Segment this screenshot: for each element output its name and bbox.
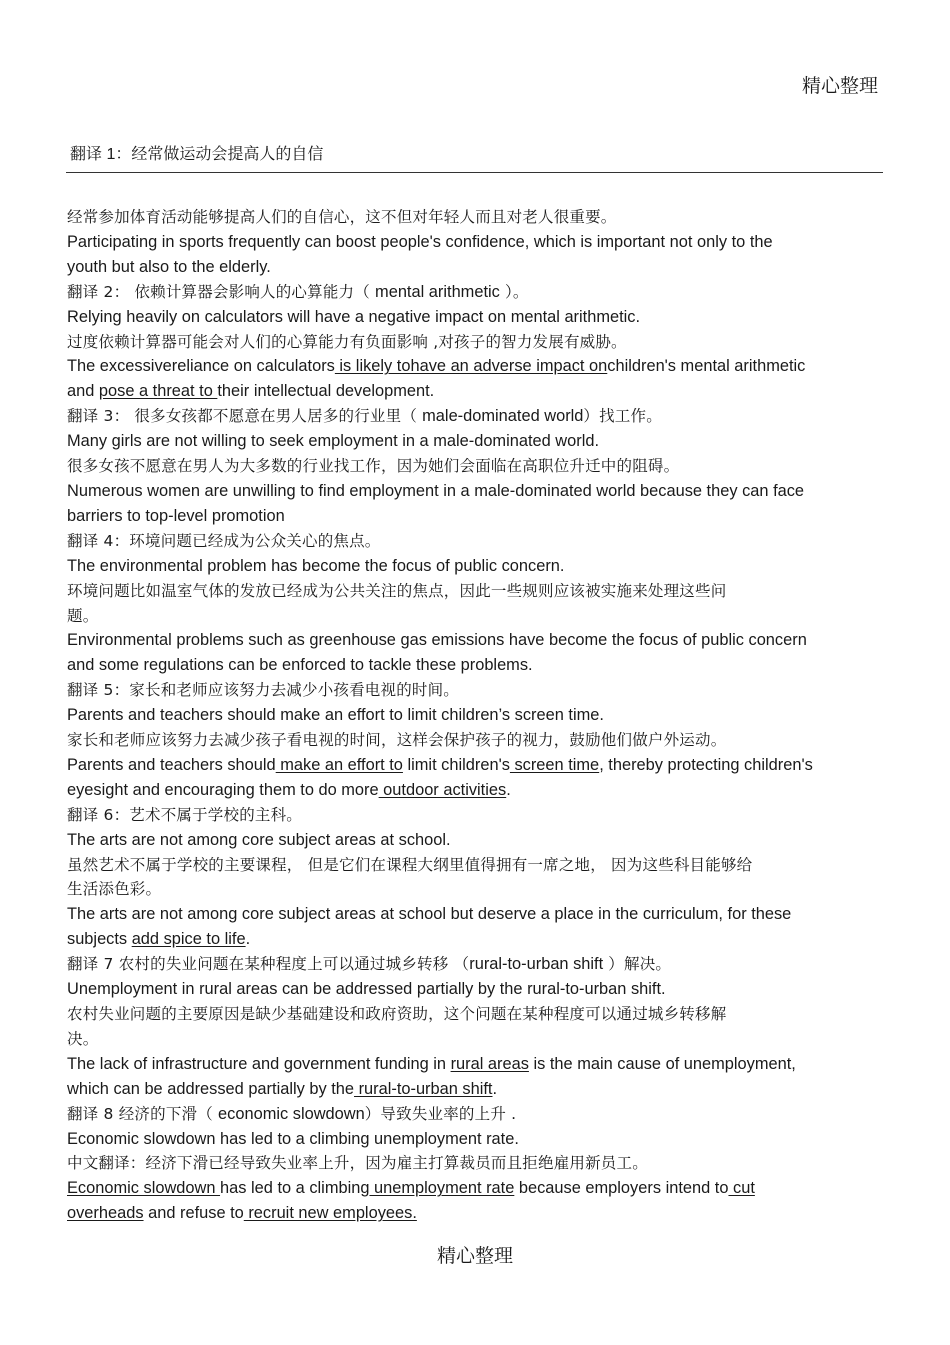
text-line (67, 853, 883, 878)
text-line (67, 504, 883, 529)
text-line (67, 1052, 883, 1077)
text-segment: rural-to-urban shift (469, 955, 604, 974)
text-segment: Participating in sports frequently can boost people's confidence, which is important not only to the (67, 232, 773, 251)
text-segment: The arts are not among core subject areas at school. (67, 830, 451, 849)
underlined-phrase: rural-to-urban shift (354, 1079, 493, 1098)
text-segment: limit children's (402, 755, 510, 774)
text-line (67, 653, 883, 678)
text-segment: children's mental arithmetic (607, 357, 806, 376)
text-segment: economic slowdown (218, 1104, 365, 1123)
text-segment: 翻译 7 农村的失业问题在某种程度上可以通过城乡转移 （ (67, 955, 470, 974)
text-line (67, 454, 883, 479)
text-line (67, 1002, 883, 1027)
text-line (67, 479, 883, 504)
underlined-phrase: pose a threat to (98, 382, 218, 401)
underlined-phrase: is likely to (334, 357, 411, 376)
underlined-phrase: rural areas (450, 1054, 529, 1073)
text-line (67, 703, 883, 728)
text-segment: 生活添色彩。 (67, 880, 162, 899)
text-line (67, 305, 883, 330)
text-line (67, 1201, 883, 1226)
text-line (67, 1176, 883, 1201)
text-segment: The lack of infrastructure and government funding in (67, 1054, 451, 1073)
text-segment: , thereby protecting children's (599, 755, 813, 774)
text-line (67, 554, 883, 579)
text-segment: Environmental problems such as greenhouse gas emissions have become the focus of public concern (67, 631, 807, 650)
text-line (67, 927, 883, 952)
text-line (67, 977, 883, 1002)
underlined-phrase: make an effort to (275, 755, 403, 774)
title-divider (66, 172, 883, 173)
text-line (67, 952, 883, 977)
text-line (67, 778, 883, 803)
text-line (67, 828, 883, 853)
text-segment: and refuse to (143, 1204, 244, 1223)
text-segment: youth but also to the elderly. (67, 257, 271, 276)
text-segment: . (492, 1079, 498, 1098)
text-segment: Unemployment in rural areas can be addressed partially by the rural-to-urban shift. (67, 980, 666, 999)
text-line (67, 255, 883, 280)
text-segment: male-dominated world (422, 407, 584, 426)
text-segment: The arts are not among core subject areas at school but deserve a place in the curriculum, for these (67, 905, 792, 924)
underlined-phrase: screen time (509, 755, 600, 774)
text-line (67, 1102, 883, 1127)
text-segment: . (245, 930, 251, 949)
text-segment: The environmental problem has become the focus of public concern. (67, 556, 565, 575)
text-line (67, 330, 883, 355)
underlined-phrase: recruit new employees. (243, 1204, 417, 1223)
text-segment: is the main cause of unemployment, (528, 1054, 796, 1073)
underlined-phrase: Economic slowdown (67, 1179, 221, 1198)
text-segment: subjects (67, 930, 132, 949)
text-line (67, 628, 883, 653)
text-segment: ）找工作。 (583, 407, 662, 426)
text-line (67, 429, 883, 454)
text-segment: which can be addressed partially by the (67, 1079, 355, 1098)
text-segment: barriers to top-level promotion (67, 506, 285, 525)
text-segment: 决。 (67, 1029, 99, 1048)
text-segment: ）导致失业率的上升 . (364, 1104, 517, 1123)
text-segment: ）。 (499, 282, 529, 301)
header-label: 精心整理 (801, 75, 878, 97)
text-line (67, 1077, 883, 1102)
text-line (67, 678, 883, 703)
text-line (67, 1027, 883, 1052)
text-segment: mental arithmetic (375, 282, 500, 301)
text-segment: Parents and teachers should (67, 755, 276, 774)
underlined-phrase: cut (728, 1179, 755, 1198)
text-segment: Parents and teachers should make an effort to limit children’s screen time. (67, 706, 604, 725)
underlined-phrase: outdoor activities (378, 780, 507, 799)
text-segment: and (67, 382, 99, 401)
text-segment: 翻译 2： 依赖计算器会影响人的心算能力（ (67, 282, 376, 301)
underlined-phrase: have an adverse impact on (410, 357, 608, 376)
text-segment: Relying heavily on calculators will have a negative impact on mental arithmetic. (67, 307, 641, 326)
text-line (67, 529, 883, 554)
text-line (67, 803, 883, 828)
underlined-phrase: add spice to life (131, 930, 246, 949)
text-segment: 经常参加体育活动能够提高人们的自信心，这不但对年轻人而且对老人很重要。 (67, 208, 617, 226)
text-segment: 翻译 5：家长和老师应该努力去减少小孩看电视的时间。 (67, 681, 459, 700)
text-segment: has led to a climbing (220, 1179, 370, 1198)
text-segment: 过度依赖计算器可能会对人们的心算能力有负面影响 ,对孩子的智力发展有威胁。 (67, 332, 627, 351)
text-segment: ）解决。 (603, 955, 672, 974)
text-segment: 很多女孩不愿意在男人为大多数的行业找工作，因为她们会面临在高职位升迁中的阻碍。 (67, 457, 680, 476)
underlined-phrase: overheads (67, 1204, 144, 1223)
text-line (67, 280, 883, 305)
text-line (67, 354, 883, 379)
text-segment: 翻译 8 经济的下滑（ (67, 1104, 219, 1123)
text-line (67, 404, 883, 429)
text-segment: because employers intend to (514, 1179, 729, 1198)
text-line (67, 230, 883, 255)
text-segment: 虽然艺术不属于学校的主要课程， 但是它们在课程大纲里值得拥有一席之地， 因为这些科目能够给 (67, 855, 753, 874)
text-segment: eyesight and encouraging them to do more (67, 780, 379, 799)
text-line (67, 579, 883, 604)
document-title: 翻译 1：经常做运动会提高人的自信 (70, 146, 324, 163)
text-segment: their intellectual development. (217, 382, 435, 401)
text-segment: Many girls are not willing to seek employment in a male-dominated world. (67, 432, 600, 451)
text-segment: and some regulations can be enforced to tackle these problems. (67, 656, 533, 675)
text-segment: 翻译 3： 很多女孩都不愿意在男人居多的行业里（ (67, 407, 423, 426)
text-line (67, 604, 883, 629)
text-segment: 家长和老师应该努力去减少孩子看电视的时间，这样会保护孩子的视力，鼓励他们做户外运动。 (67, 731, 727, 750)
text-line (67, 902, 883, 927)
text-segment: 题。 (67, 606, 99, 625)
text-line (67, 728, 883, 753)
footer-label: 精心整理 (436, 1245, 513, 1267)
text-segment: . (506, 780, 511, 799)
text-segment: 环境问题比如温室气体的发放已经成为公共关注的焦点，因此一些规则应该被实施来处理这些问 (67, 581, 727, 600)
document-body (67, 205, 883, 1226)
text-segment: 中文翻译：经济下滑已经导致失业率上升，因为雇主打算裁员而且拒绝雇用新员工。 (67, 1154, 648, 1173)
text-segment: The excessivereliance on calculators (67, 357, 335, 376)
text-line (67, 379, 883, 404)
text-line (67, 877, 883, 902)
text-line (67, 1127, 883, 1152)
text-line (67, 753, 883, 778)
text-line (67, 1151, 883, 1176)
text-segment: Economic slowdown has led to a climbing unemployment rate. (67, 1129, 519, 1148)
text-segment: 翻译 4：环境问题已经成为公众关心的焦点。 (67, 531, 381, 550)
text-segment: Numerous women are unwilling to find employment in a male-dominated world because they can face (67, 481, 805, 500)
text-segment: 农村失业问题的主要原因是缺少基础建设和政府资助，这个问题在某种程度可以通过城乡转移解 (67, 1005, 727, 1023)
text-line (67, 205, 883, 230)
text-segment: 翻译 6：艺术不属于学校的主科。 (67, 805, 302, 824)
underlined-phrase: unemployment rate (369, 1179, 515, 1198)
